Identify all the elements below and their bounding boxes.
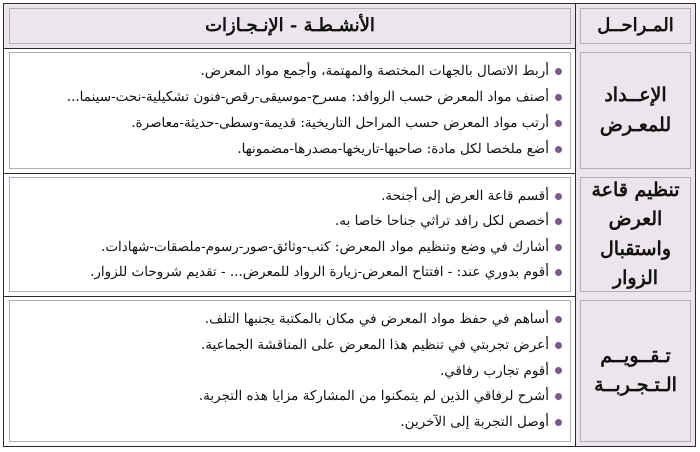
stages-header-cell <box>575 4 695 48</box>
activities-cell <box>4 296 575 446</box>
bullet-icon <box>555 193 562 200</box>
list-item: أقوم تجارب رفاقي. <box>18 363 562 380</box>
stage-cell <box>575 173 695 296</box>
bullet-icon <box>555 120 562 127</box>
list-item: أعرض تجربتي في تنظيم هذا المعرض على المناقشة الجماعية. <box>18 337 562 354</box>
list-item: أصنف مواد المعرض حسب الروافد: مسرح-موسيقى-رقص-فنون تشكيلية-نحت-سينما... <box>18 89 562 106</box>
activity-list <box>18 307 562 435</box>
bullet-icon <box>555 269 562 276</box>
list-item: أقسم قاعة العرض إلى أجنحة. <box>18 188 562 205</box>
stage-cell <box>575 296 695 446</box>
bullet-icon <box>555 367 562 374</box>
list-item: أرتب مواد المعرض حسب المراحل التاريخية: قديمة-وسطى-حديثة-معاصرة. <box>18 115 562 132</box>
stage-title: تـقــويــم الـتـجـربــة <box>594 344 677 396</box>
bullet-icon <box>555 393 562 400</box>
list-item: أشارك في وضع وتنظيم مواد المعرض: كتب-وثائق-صور-رسوم-ملصقات-شهادات. <box>18 239 562 256</box>
bullet-icon <box>555 218 562 225</box>
list-item: أربط الاتصال بالجهات المختصة والمهتمة، وأجمع مواد المعرض. <box>18 63 562 80</box>
stages-header: المـراحــل <box>597 15 674 37</box>
list-item: أضع ملخصا لكل مادة: صاحبها-تاريخها-مصدرها-مضمونها. <box>18 141 562 158</box>
list-item: أوصل التجربة إلى الآخرين. <box>18 414 562 431</box>
table-row <box>4 296 695 446</box>
activities-cell <box>4 48 575 173</box>
activities-table <box>3 3 696 447</box>
activities-header: الأنشـطـة - الإنـجـازات <box>205 15 375 37</box>
bullet-icon <box>555 68 562 75</box>
stage-cell <box>575 48 695 173</box>
bullet-icon <box>555 146 562 153</box>
activity-list <box>18 184 562 285</box>
bullet-icon <box>555 244 562 251</box>
list-item: أقوم بدوري عند: - افتتاح المعرض-زيارة الرواد للمعرض... - تقديم شروحات للزوار. <box>18 264 562 281</box>
activities-cell <box>4 173 575 296</box>
list-item: أشرح لرفاقي الذين لم يتمكنوا من المشاركة مزايا هذه التجربة. <box>18 388 562 405</box>
bullet-icon <box>555 419 562 426</box>
activities-header-cell <box>4 4 575 48</box>
bullet-icon <box>555 316 562 323</box>
table-row <box>4 48 695 174</box>
bullet-icon <box>555 94 562 101</box>
list-item: أساهم في حفظ مواد المعرض في مكان بالمكتبة يجنبها التلف. <box>18 311 562 328</box>
activity-list <box>18 59 562 162</box>
stage-title: تنظيم قاعة العرض واستقبال الزوار <box>591 178 680 289</box>
table-header <box>4 4 695 49</box>
bullet-icon <box>555 342 562 349</box>
stage-title: الإعــداد للمعـرض <box>599 84 672 136</box>
table-row <box>4 173 695 297</box>
list-item: أخصص لكل رافد تراثي جناحا خاصا به. <box>18 213 562 230</box>
